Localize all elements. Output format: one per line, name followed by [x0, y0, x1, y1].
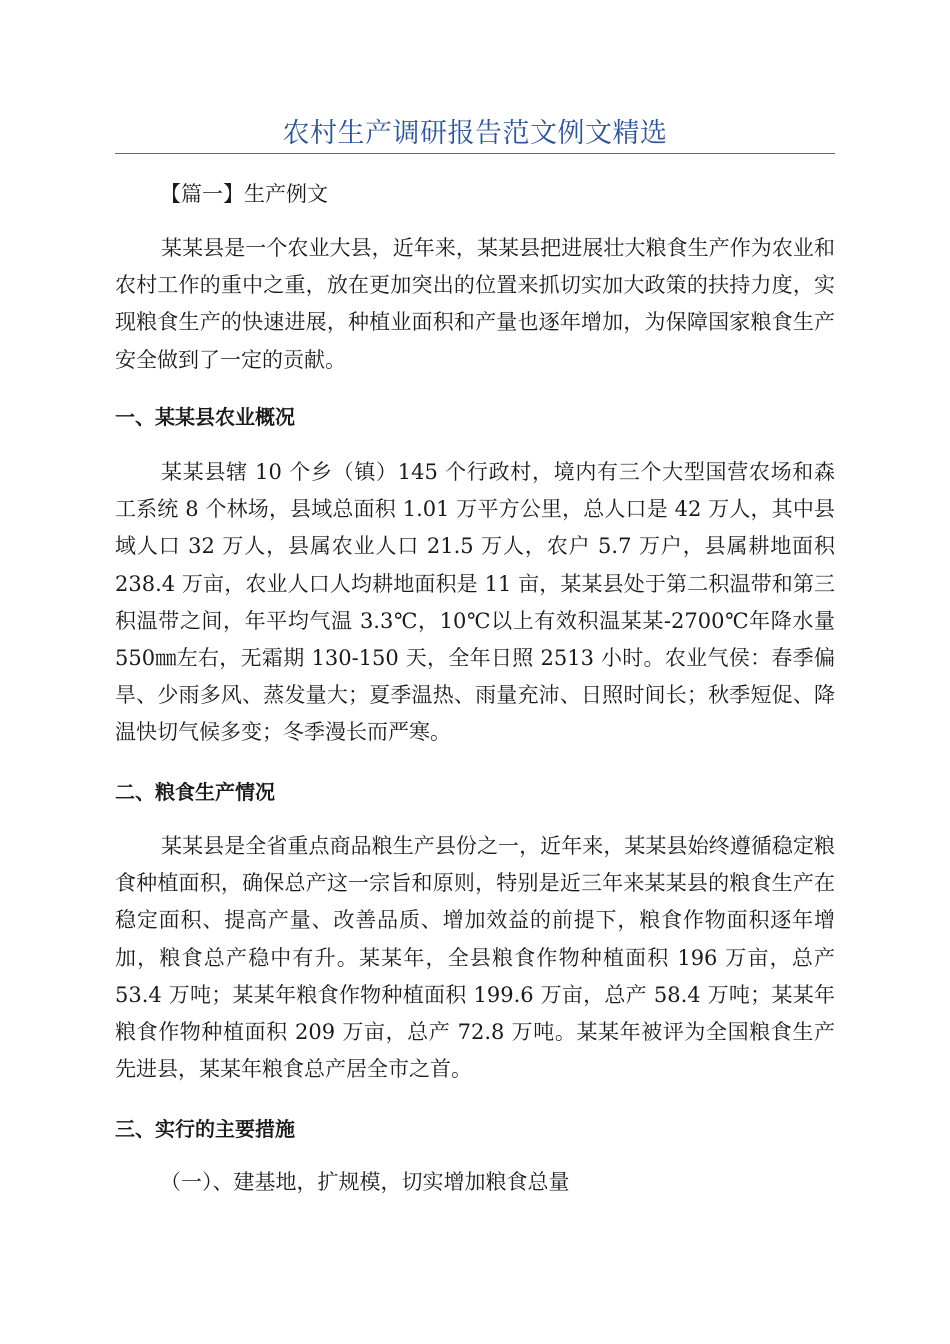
section-heading-3: 三、实行的主要措施: [115, 1117, 295, 1141]
section-heading-2: 二、粮食生产情况: [115, 780, 275, 804]
title-underline: [115, 153, 835, 154]
intro-paragraph: 某某县是一个农业大县，近年来，某某县把进展壮大粮食生产作为农业和农村工作的重中之重，放在更加突出的位置来抓切实加大政策的扶持力度，实现粮食生产的快速进展，种植业面积和产量也逐年增加，为保障国家粮食生产安全做到了一定的贡献。: [115, 236, 835, 372]
part-label: 【篇一】生产例文: [160, 182, 328, 206]
section-heading-1: 一、某某县农业概况: [115, 405, 295, 429]
section-body-2: 某某县是全省重点商品粮生产县份之一，近年来，某某县始终遵循稳定粮食种植面积，确保总产这一宗旨和原则，特别是近三年来某某县的粮食生产在稳定面积、提高产量、改善品质、增加效益的前提下，粮食作物面积逐年增加，粮食总产稳中有升。某某年，全县粮食作物种植面积 196 万亩，总产 53.4 万吨；某某年粮食作物种植面积 199.6 万亩，总产 58.4 万吨；某某年粮食作物种植面积 209 万亩，总产 72.8 万吨。某某年被评为全国粮食生产先进县，某某年粮食总产居全市之首。: [115, 834, 835, 1082]
section-body-1: 某某县辖 10 个乡（镇）145 个行政村，境内有三个大型国营农场和森工系统 8 个林场，县域总面积 1.01 万平方公里，总人口是 42 万人，其中县域人口 32 万人，县属农业人口 21.5 万人，农户 5.7 万户，县属耕地面积 238.4 万亩，农业人口人均耕地面积是 11 亩，某某县处于第二积温带和第三积温带之间，年平均气温 3.3℃，10℃以上有效积温某某-2700℃年降水量 550㎜左右，无霜期 130-150 天，全年日照 2513 小时。农业气侯：春季偏旱、少雨多风、蒸发量大；夏季温热、雨量充沛、日照时间长；秋季短促、降温快切气候多变；冬季漫长而严寒。: [115, 460, 835, 745]
document-title: 农村生产调研报告范文例文精选: [282, 118, 668, 149]
subsection-item: （一）、建基地，扩规模，切实增加粮食总量: [160, 1170, 570, 1194]
